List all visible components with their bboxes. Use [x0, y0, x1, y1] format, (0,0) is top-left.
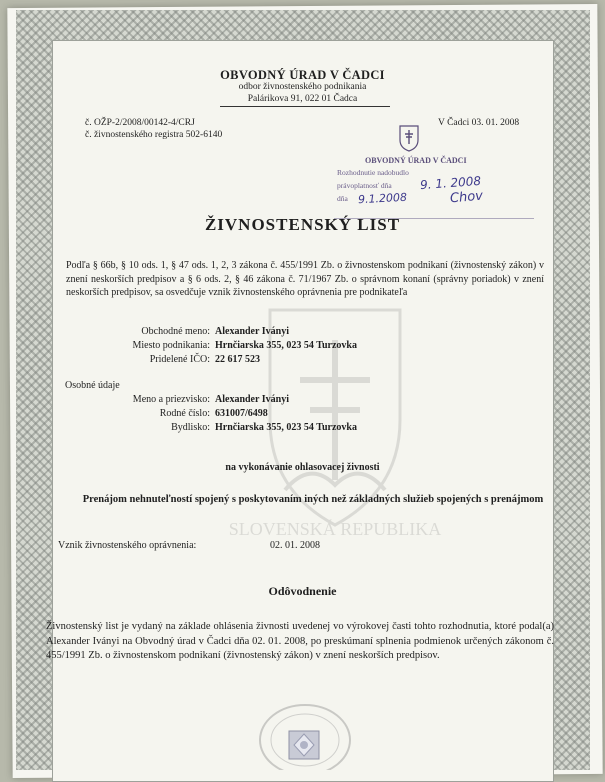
- place-and-date: V Čadci 03. 01. 2008: [438, 118, 520, 128]
- business-name: Alexander Iványi: [215, 326, 289, 337]
- fullname-value: Alexander Iványi: [215, 394, 289, 405]
- origin-label: Vznik živnostenského oprávnenia:: [58, 540, 197, 551]
- case-number: č. OŽP-2/2008/00142-4/CRJ: [85, 118, 195, 128]
- activity-description: Prenájom nehnuteľností spojený s poskytovaním iných než základných služieb spojených s prenájmom: [82, 494, 544, 505]
- register-number: č. živnostenského registra 502-6140: [85, 130, 223, 140]
- watermark-text: SLOVENSKÁ REPUBLIKA: [228, 519, 442, 539]
- legal-intro: Podľa § 66b, § 10 ods. 1, § 47 ods. 1, 2, 3 zákona č. 455/1991 Zb. o živnostenskom podnikaní (živnostenský zákon) v znení neskorších predpisov a § 6 ods. 2, § 46 zákona č. 71/1967 Zb. o správnom konaní (správny poriadok) v znení neskorších predpisov, sa osvedčuje vznik živnostenského oprávnenia pre podnikateľa: [66, 260, 544, 298]
- justification-text: Živnostenský list je vydaný na základe ohlásenia živnosti uvedenej vo výrokovej časti tohto rozhodnutia, ktoré podal(a) Alexander Iványi na Obvodný úrad v Čadci dňa 02. 01. 2008, po preskúmaní splnenia podmienok určených zákonom č. 455/1991 Zb. o živnostenskom podnikaní (živnostenský zákon) v znení neskorších predpisov.: [46, 621, 554, 661]
- stamp-title: OBVODNÝ ÚRAD V ČADCI: [365, 156, 467, 165]
- state-emblem-icon: [398, 124, 420, 152]
- handwritten-date: 9. 1. 2008: [419, 173, 482, 193]
- stamp-line: dňa: [337, 194, 348, 203]
- residence-value: Hrnčiarska 355, 023 54 Turzovka: [215, 422, 357, 433]
- birth-number-label: Rodné číslo:: [159, 408, 210, 419]
- fullname-label: Meno a priezvisko:: [132, 394, 210, 405]
- stamp-line: Rozhodnutie nadobudlo: [337, 168, 409, 177]
- stamp-line: právoplatnosť dňa: [337, 181, 392, 190]
- ico-value: 22 617 523: [215, 354, 260, 365]
- handwritten-date: 9.1.2008: [357, 190, 408, 207]
- business-name-label: Obchodné meno:: [141, 326, 210, 337]
- personal-data-heading: Osobné údaje: [65, 380, 120, 391]
- header-divider: [220, 106, 390, 107]
- birth-number-value: 631007/6498: [215, 408, 268, 419]
- justification-heading: Odôvodnenie: [268, 584, 337, 598]
- handwritten-signature: Chov: [449, 188, 484, 207]
- document-title: ŽIVNOSTENSKÝ LIST: [204, 215, 401, 234]
- ico-label: Pridelené IČO:: [149, 354, 210, 365]
- business-place: Hrnčiarska 355, 023 54 Turzovka: [215, 340, 357, 351]
- residence-label: Bydlisko:: [171, 422, 210, 433]
- business-place-label: Miesto podnikania:: [132, 340, 210, 351]
- activity-heading: na vykonávanie ohlasovacej živnosti: [225, 462, 380, 473]
- hologram-icon: [288, 730, 320, 760]
- office-address: Palárikova 91, 022 01 Čadca: [247, 94, 358, 104]
- origin-date: 02. 01. 2008: [270, 540, 320, 551]
- office-department: odbor živnostenského podnikania: [238, 82, 367, 92]
- office-name: OBVODNÝ ÚRAD V ČADCI: [220, 68, 385, 82]
